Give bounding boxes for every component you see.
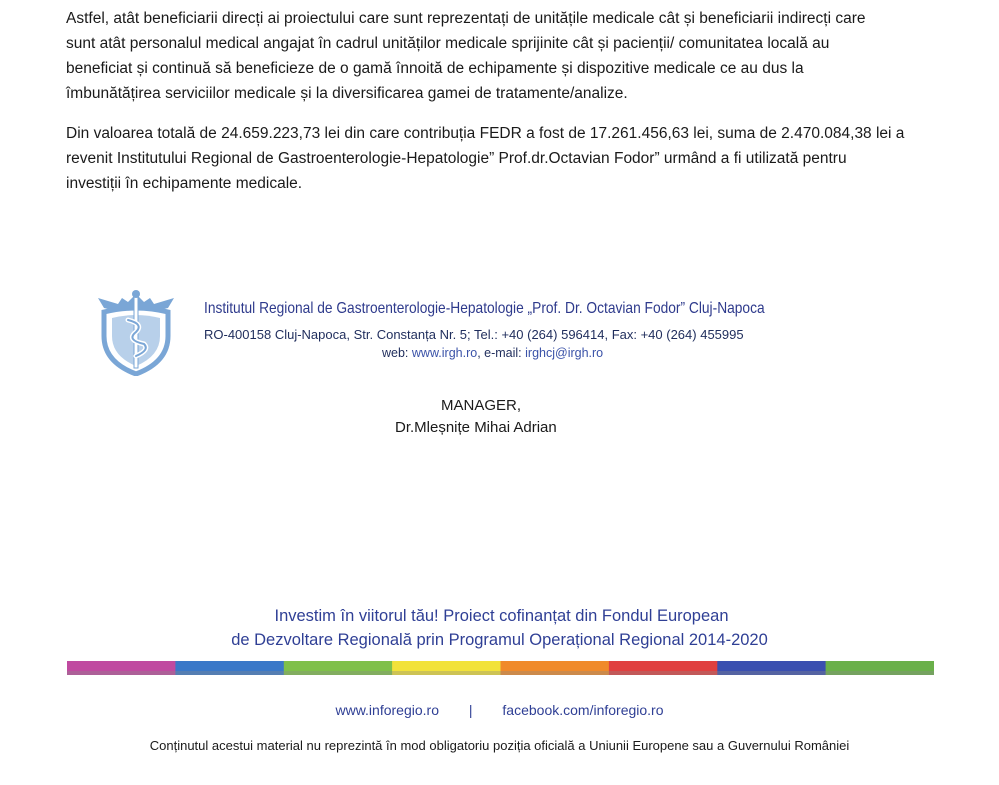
paragraph-line: Din valoarea totală de 24.659.223,73 lei din care contribuția FEDR a fost de 17.261.456,63 lei, suma de 2.470.084,38 lei a xyxy=(66,125,905,142)
signature-title: MANAGER, xyxy=(441,397,522,414)
inforegio-link[interactable]: www.inforegio.ro xyxy=(335,702,439,718)
paragraph-funding xyxy=(66,121,966,196)
email-label: e-mail: xyxy=(484,346,522,360)
email-link[interactable]: irghcj@irgh.ro xyxy=(525,346,604,360)
institution-name: Institutul Regional de Gastroenterologie-Hepatologie „Prof. Dr. Octavian Fodor” Cluj-Napoca xyxy=(204,300,765,317)
link-separator: | xyxy=(468,702,473,718)
paragraph-line: îmbunătățirea serviciilor medicale și la diversificarea gamei de tratamente/analize. xyxy=(66,85,628,102)
paragraph-line: beneficiat și continuă să beneficieze de o gamă înnoită de echipamente și dispozitive medicale ce au dus la xyxy=(66,60,804,77)
paragraph-beneficiaries xyxy=(66,6,966,106)
signature-name: Dr.Mleșnițe Mihai Adrian xyxy=(395,419,557,436)
eu-disclaimer: Conținutul acestui material nu reprezintă în mod obligatoriu poziția oficială a Uniunii Europene sau a Guvernului României xyxy=(149,738,850,753)
footer-links xyxy=(0,702,999,718)
paragraph-line: investiții în echipamente medicale. xyxy=(66,175,303,192)
regio-color-bar xyxy=(67,661,934,675)
institution-contact: web: www.irgh.ro, e-mail: irghcj@irgh.ro xyxy=(382,346,604,360)
paragraph-line: revenit Institutului Regional de Gastroenterologie-Hepatologie” Prof.dr.Octavian Fodor” urmând a fi utilizată pentru xyxy=(66,150,847,167)
facebook-link[interactable]: facebook.com/inforegio.ro xyxy=(502,702,664,718)
website-link[interactable]: www.irgh.ro xyxy=(411,346,478,360)
paragraph-line: sunt atât personalul medical angajat în cadrul unităților medicale sprijinite cât și pacienții/ comunitatea locală au xyxy=(66,35,830,52)
caduceus-shield-icon xyxy=(88,284,184,376)
funding-slogan-line1: Investim în viitorul tău! Proiect cofinanțat din Fondul European xyxy=(274,607,729,625)
paragraph-line: Astfel, atât beneficiarii direcți ai proiectului care sunt reprezentați de unitățile medicale cât și beneficiarii indirecți care xyxy=(66,10,866,27)
funding-slogan-line2: de Dezvoltare Regională prin Programul Operațional Regional 2014-2020 xyxy=(231,631,768,649)
institution-address: RO-400158 Cluj-Napoca, Str. Constanța Nr. 5; Tel.: +40 (264) 596414, Fax: +40 (264) 455995 xyxy=(204,327,744,342)
color-bar-shadow xyxy=(67,671,934,675)
web-label: web: xyxy=(382,346,409,360)
institution-header xyxy=(88,284,808,380)
